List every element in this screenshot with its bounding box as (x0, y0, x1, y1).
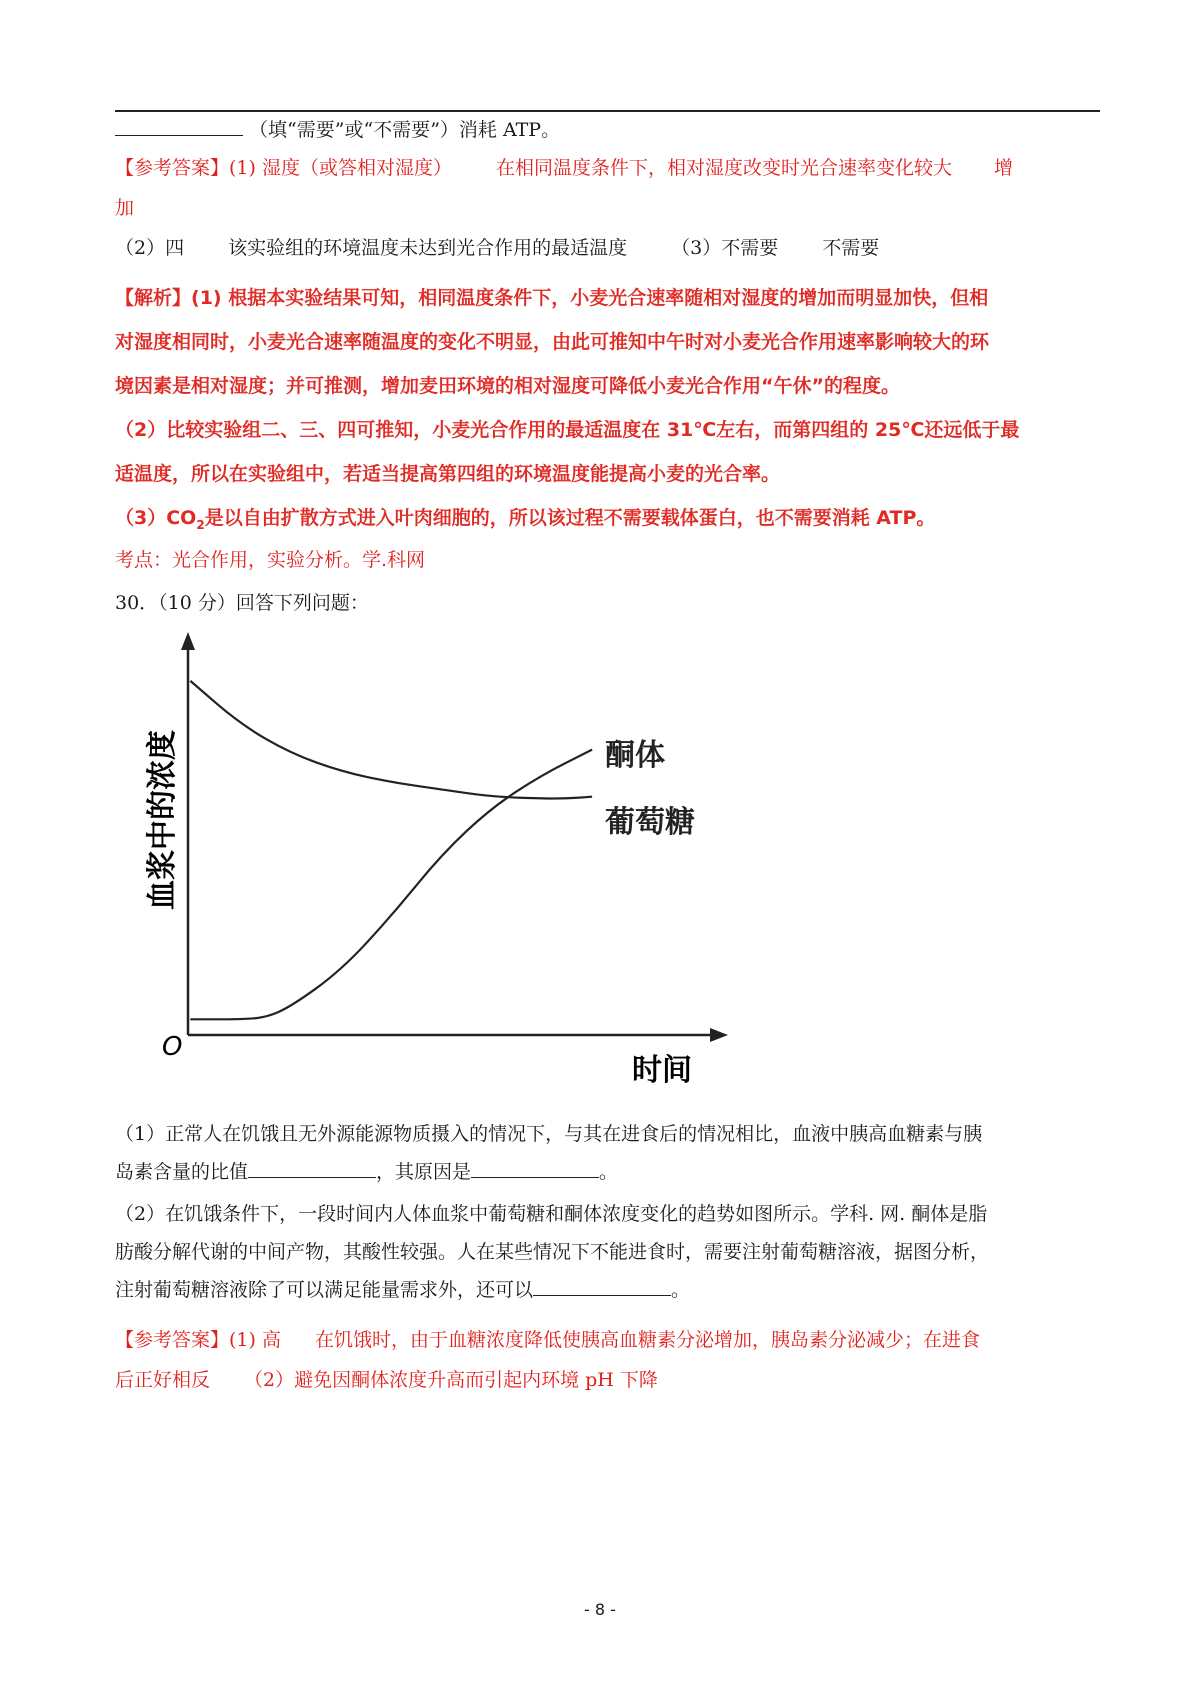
answer-part2: （2）四 (115, 237, 185, 259)
blank-reason (471, 1155, 599, 1178)
fill-hint-line (115, 113, 1100, 145)
answer-30 (115, 1320, 1100, 1400)
series-line-1 (190, 750, 592, 1020)
q30-p1-line2: 岛素含量的比值 ，其原因是 。 (115, 1153, 1100, 1191)
legend-label-0: 葡萄糖 (605, 805, 695, 840)
top-rule (115, 110, 1100, 112)
blank-ratio (248, 1155, 376, 1178)
answer-29-line3 (115, 233, 1100, 263)
analysis-line5: 适温度，所以在实验组中，若适当提高第四组的环境温度能提高小麦的光合率。 (115, 463, 781, 485)
answer-part1b: 在相同温度条件下，相对湿度改变时光合速率变化较大 (495, 157, 952, 179)
answer-part1d: 加 (115, 197, 135, 219)
q30-p2-line3: 注射葡萄糖溶液除了可以满足能量需求外，还可以 。 (115, 1271, 1100, 1309)
answer-part3b: 不需要 (822, 237, 880, 259)
answer-part1: (1) 湿度（或答相对湿度） (229, 157, 452, 179)
answer-part2b: 该实验组的环境温度未达到光合作用的最适温度 (228, 237, 628, 259)
answer-blank (115, 113, 243, 136)
y-axis-arrow (181, 632, 195, 650)
answer-part1c: 增 (994, 157, 1014, 179)
blank-injection (533, 1273, 671, 1296)
y-axis-label: 血浆中的浓度 (145, 730, 180, 910)
x-axis-label: 时间 (632, 1053, 692, 1088)
x-axis-arrow (710, 1028, 728, 1042)
analysis-line1: 【解析】(1) 根据本实验结果可知，相同温度条件下，小麦光合速率随相对湿度的增加而明显加快，但相 (115, 287, 989, 309)
page-number: - 8 - (584, 1600, 616, 1619)
answer-29-line2 (115, 193, 1100, 223)
q30-p2-line2: 肪酸分解代谢的中间产物，其酸性较强。人在某些情况下不能进食时，需要注射葡萄糖溶液，据图分析， (115, 1241, 990, 1263)
fill-hint-text: （填“需要”或“不需要”）消耗 ATP。 (249, 119, 561, 141)
analysis-line2: 对湿度相同时，小麦光合速率随温度的变化不明显，由此可推知中午时对小麦光合作用速率影响较大的环 (115, 331, 990, 353)
question-30-part2 (115, 1195, 1100, 1309)
kaodian: 考点：光合作用，实验分析。学.科网 (115, 549, 426, 571)
analysis-line6: $(3)CO_2$是以自由扩散方式进入叶肉细胞的，所以该过程不需要载体蛋白，也不需要消耗 ATP。 (115, 507, 936, 532)
origin-label: O (162, 1032, 183, 1062)
analysis-tag: 【解析】 (115, 287, 192, 309)
concentration-chart (145, 630, 750, 1100)
q30-p2-line1: （2）在饥饿条件下，一段时间内人体血浆中葡萄糖和酮体浓度变化的趋势如图所示。学科. 网. 酮体是脂 (115, 1203, 988, 1225)
answer-part3: （3）不需要 (671, 237, 779, 259)
legend-label-1: 酮体 (605, 738, 665, 773)
answer-30-line2: 后正好相反 （2）避免因酮体浓度升高而引起内环境 pH 下降 (115, 1369, 658, 1391)
question-30-title: 30．（10 分）回答下列问题： (115, 592, 369, 614)
answer-30-line1: 【参考答案】(1) 高 在饥饿时，由于血糖浓度降低使胰高血糖素分泌增加，胰岛素分泌减少；在进食 (115, 1329, 980, 1351)
analysis-line4: （2）比较实验组二、三、四可推知，小麦光合作用的最适温度在 31℃左右，而第四组的 25℃还远低于最 (115, 419, 1020, 441)
analysis-block (115, 276, 1100, 547)
answer-tag: 【参考答案】 (115, 157, 230, 179)
answer-29-line1 (115, 153, 1100, 183)
q30-p1-line1: （1）正常人在饥饿且无外源能源物质摄入的情况下，与其在进食后的情况相比，血液中胰高血糖素与胰 (115, 1123, 983, 1145)
question-30-part1 (115, 1115, 1100, 1191)
analysis-line3: 境因素是相对湿度；并可推测，增加麦田环境的相对湿度可降低小麦光合作用“午休”的程度。 (115, 375, 900, 397)
